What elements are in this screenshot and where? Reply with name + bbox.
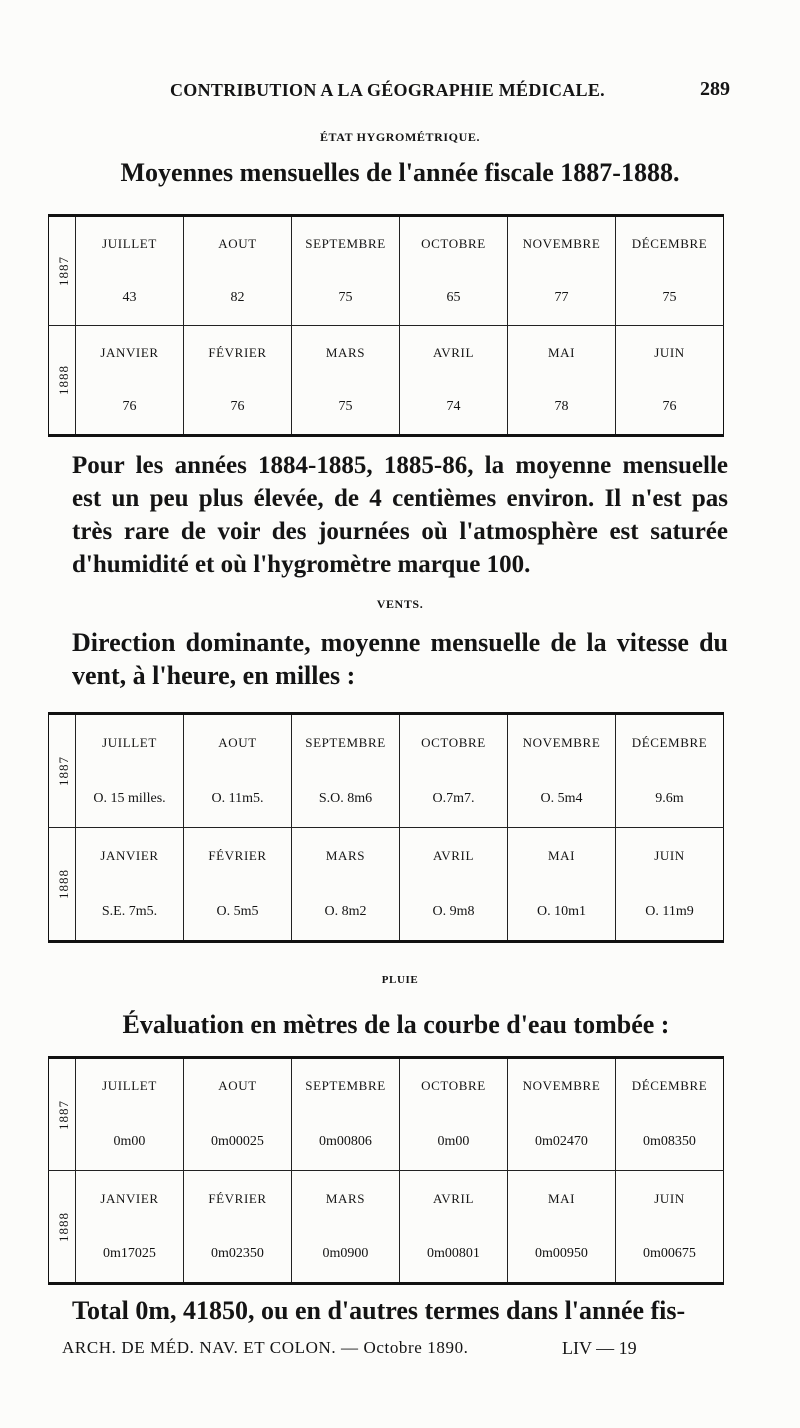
signature-mark: LIV — 19 <box>562 1338 637 1358</box>
value-cell: 43 <box>76 271 184 326</box>
value-cell: 0m02470 <box>508 1114 616 1171</box>
value-cell: 0m00025 <box>184 1114 292 1171</box>
month-cell: MARS <box>292 828 400 885</box>
value-cell: 0m08350 <box>616 1114 724 1171</box>
hygrometry-title: Moyennes mensuelles de l'année fiscale 1887-1888. <box>120 158 680 187</box>
value-cell: S.E. 7m5. <box>76 885 184 942</box>
month-cell: FÉVRIER <box>184 326 292 381</box>
month-cell: MAI <box>508 828 616 885</box>
value-cell: O. 8m2 <box>292 885 400 942</box>
month-cell: MAI <box>508 1171 616 1227</box>
month-cell: FÉVRIER <box>184 1171 292 1227</box>
winds-title: Direction dominante, moyenne mensuelle de la vitesse du vent, à l'heure, en milles : <box>72 628 728 690</box>
year-label: 1888 <box>49 828 76 942</box>
month-cell: NOVEMBRE <box>508 216 616 271</box>
hygrometry-table <box>48 214 724 437</box>
value-cell: 9.6m <box>616 771 724 828</box>
value-cell: O. 10m1 <box>508 885 616 942</box>
table-row <box>49 1171 724 1227</box>
month-cell: SEPTEMBRE <box>292 216 400 271</box>
month-cell: OCTOBRE <box>400 216 508 271</box>
value-cell: 76 <box>616 381 724 436</box>
rain-table <box>48 1056 724 1285</box>
value-cell: 0m00 <box>400 1114 508 1171</box>
year-label: 1888 <box>49 326 76 436</box>
month-cell: AOUT <box>184 216 292 271</box>
table-row <box>49 828 724 885</box>
value-cell: 0m00806 <box>292 1114 400 1171</box>
value-cell: 76 <box>76 381 184 436</box>
value-cell: S.O. 8m6 <box>292 771 400 828</box>
table-row <box>49 326 724 381</box>
table-row <box>49 714 724 771</box>
month-cell: MAI <box>508 326 616 381</box>
month-cell: JANVIER <box>76 828 184 885</box>
rain-heading: PLUIE <box>381 974 419 986</box>
month-cell: JANVIER <box>76 326 184 381</box>
value-cell: O. 5m5 <box>184 885 292 942</box>
table-row <box>49 381 724 436</box>
month-cell: OCTOBRE <box>400 1058 508 1114</box>
page-number: 289 <box>700 78 730 100</box>
journal-citation: ARCH. DE MÉD. NAV. ET COLON. — Octobre 1890. <box>62 1338 469 1357</box>
month-cell: AVRIL <box>400 1171 508 1227</box>
rain-title: Évaluation en mètres de la courbe d'eau tombée : <box>122 1010 670 1039</box>
year-label: 1887 <box>56 1099 71 1130</box>
value-cell: 0m00 <box>76 1114 184 1171</box>
month-cell: NOVEMBRE <box>508 714 616 771</box>
month-cell: FÉVRIER <box>184 828 292 885</box>
table-row <box>49 216 724 271</box>
month-cell: MARS <box>292 1171 400 1227</box>
value-cell: 0m0900 <box>292 1227 400 1284</box>
running-header <box>40 78 740 104</box>
table-row <box>49 1227 724 1284</box>
month-cell: DÉCEMBRE <box>616 714 724 771</box>
value-cell: 0m00675 <box>616 1227 724 1284</box>
winds-table <box>48 712 724 943</box>
month-cell: DÉCEMBRE <box>616 1058 724 1114</box>
value-cell: 78 <box>508 381 616 436</box>
month-cell: OCTOBRE <box>400 714 508 771</box>
month-cell: JUIN <box>616 1171 724 1227</box>
value-cell: 82 <box>184 271 292 326</box>
month-cell: AOUT <box>184 1058 292 1114</box>
value-cell: 0m02350 <box>184 1227 292 1284</box>
value-cell: 74 <box>400 381 508 436</box>
year-label: 1887 <box>56 756 71 786</box>
table-row <box>49 1114 724 1171</box>
month-cell: JUIN <box>616 828 724 885</box>
value-cell: 75 <box>292 271 400 326</box>
table-row <box>49 1058 724 1114</box>
table-row <box>49 271 724 326</box>
month-cell: SEPTEMBRE <box>292 714 400 771</box>
value-cell: 65 <box>400 271 508 326</box>
page-footer <box>62 1336 752 1362</box>
value-cell: O. 5m4 <box>508 771 616 828</box>
table-row <box>49 885 724 942</box>
table-row <box>49 771 724 828</box>
month-cell: DÉCEMBRE <box>616 216 724 271</box>
value-cell: O. 11m5. <box>184 771 292 828</box>
winds-heading: VENTS. <box>376 597 424 611</box>
value-cell: 0m00801 <box>400 1227 508 1284</box>
value-cell: 77 <box>508 271 616 326</box>
running-title: CONTRIBUTION A LA GÉOGRAPHIE MÉDICALE. <box>170 80 605 100</box>
value-cell: O. 15 milles. <box>76 771 184 828</box>
year-label: 1888 <box>49 1171 76 1284</box>
year-label: 1887 <box>56 256 71 286</box>
total-paragraph: Total 0m, 41850, ou en d'autres termes dans l'année fis- <box>72 1296 686 1325</box>
value-cell: O.7m7. <box>400 771 508 828</box>
value-cell: 0m00950 <box>508 1227 616 1284</box>
month-cell: JANVIER <box>76 1171 184 1227</box>
month-cell: AVRIL <box>400 828 508 885</box>
month-cell: AVRIL <box>400 326 508 381</box>
month-cell: JUILLET <box>76 714 184 771</box>
value-cell: 75 <box>292 381 400 436</box>
value-cell: 75 <box>616 271 724 326</box>
month-cell: JUILLET <box>76 216 184 271</box>
hygrometry-heading: ÉTAT HYGROMÉTRIQUE. <box>319 130 481 144</box>
month-cell: SEPTEMBRE <box>292 1058 400 1114</box>
month-cell: AOUT <box>184 714 292 771</box>
month-cell: MARS <box>292 326 400 381</box>
value-cell: O. 9m8 <box>400 885 508 942</box>
value-cell: 0m17025 <box>76 1227 184 1284</box>
value-cell: O. 11m9 <box>616 885 724 942</box>
value-cell: 76 <box>184 381 292 436</box>
month-cell: JUIN <box>616 326 724 381</box>
month-cell: JUILLET <box>76 1058 184 1114</box>
humidity-paragraph: Pour les années 1884-1885, 1885-86, la moyenne mensuelle est un peu plus élevée, de 4 centièmes environ. Il n'est pas très rare de voir des journées où l'atmosphère est saturée d'humidité et où l'hygromètre marque 100. <box>72 452 728 578</box>
month-cell: NOVEMBRE <box>508 1058 616 1114</box>
